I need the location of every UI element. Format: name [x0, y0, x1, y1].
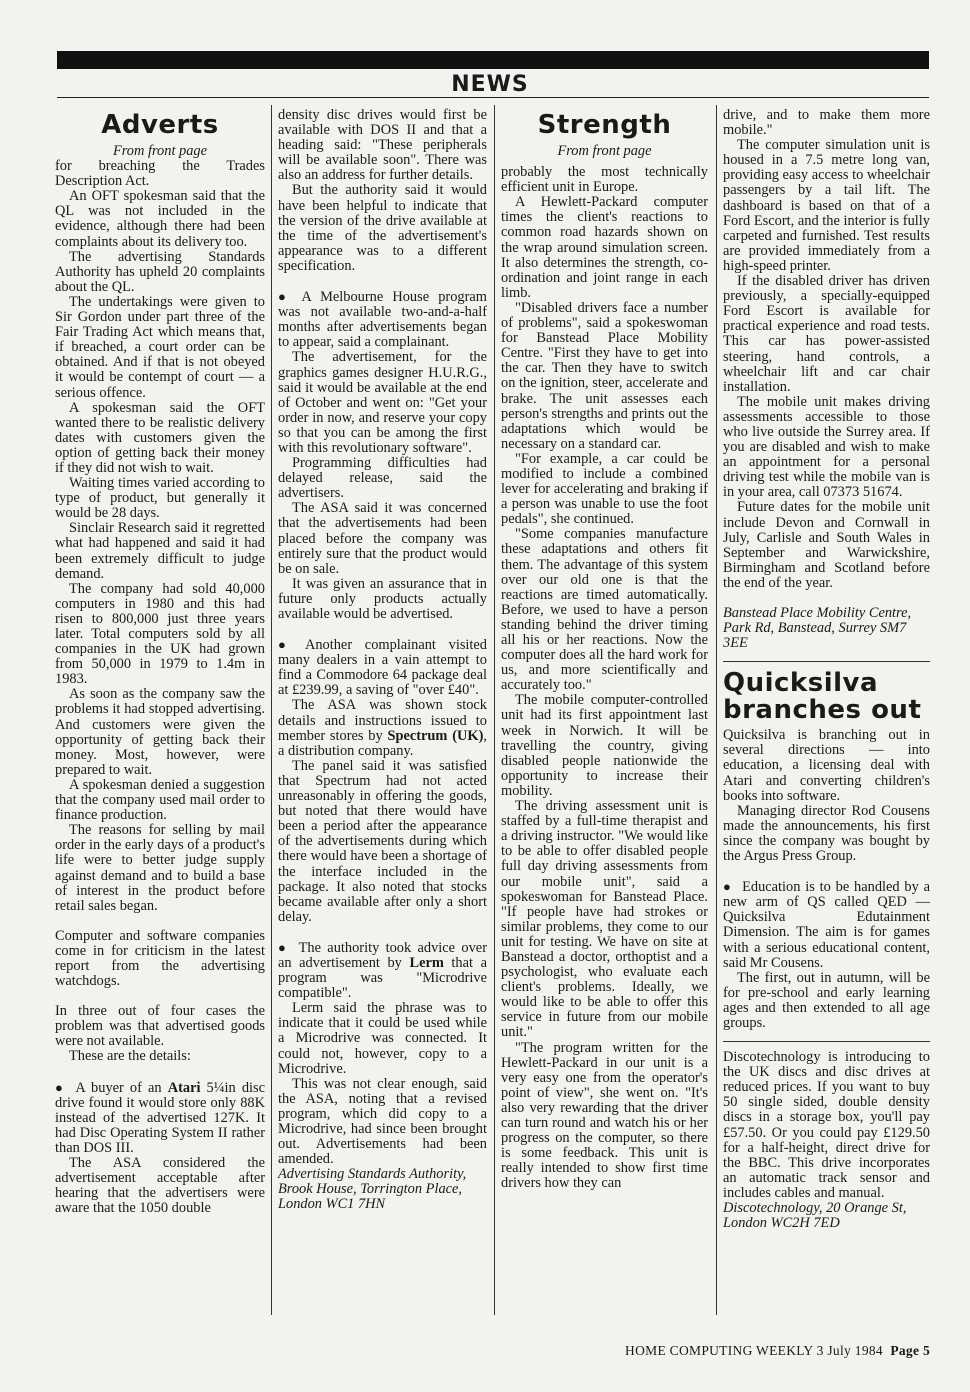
paragraph: The panel said it was satisfied that Spectrum had not acted unreasonably in offering the goods, but noted that there would have been a period after the appearance of the advertisements during which there would have been a shortage of the interface included in the package. It also noted that stocks became available after only a short delay. — [278, 757, 487, 925]
paragraph — [278, 698, 487, 758]
headline-adverts: Adverts — [101, 110, 219, 140]
byline-adverts: From front page — [112, 143, 208, 159]
headline-quicksilva: Quicksilva branches out — [723, 668, 922, 726]
divider — [723, 661, 930, 662]
article-strength-continued — [723, 108, 930, 1231]
bullet-paragraph: ● Another complainant visited many dealers in a vain attempt to find a Commodore 64 package deal at £239.99, a saving of "over £40". — [278, 637, 487, 698]
paragraph: "The program written for the Hewlett-Packard in our unit is a very easy one from the operator's point of view", she went on. "It's also very rewarding that the driver can turn round and watch his or her progress on the computer, so there is some feedback. This unit is really intended to show first time drivers how they can — [501, 1039, 708, 1192]
paragraph: The ASA said it was concerned that the advertisements had been placed before the company was entirely sure that the product would be on sale. — [278, 500, 487, 577]
paragraph: The undertakings were given to Sir Gordon under part three of the Fair Trading Act which means that, if breached, a court order can be obtained. And if that is not obeyed it would be contempt of court — a serious offence. — [55, 293, 265, 401]
text-run: The ASA was shown stock details and instructions issued to member stores by — [278, 697, 487, 744]
paragraph: This was not clear enough, said the ASA, noting that a revised program, which did copy to a Microdrive, had since been brought out. Advertisements had been amended. — [278, 1075, 487, 1168]
paragraph: The ASA considered the advertisement acceptable after hearing that the advertisers were aware that the 1050 double — [55, 1155, 265, 1217]
company-name: Spectrum (UK) — [387, 727, 484, 744]
text-run: that a program was "Microdrive compatible". — [278, 954, 487, 1002]
text-run: 5¼in disc drive found it would store only 88K instead of the advertised 127K. It had Disc Operating System II rather than DOS III. — [55, 1079, 266, 1156]
paragraph: Managing director Rod Cousens made the announcements, his first since the company was bought by the Argus Press Group. — [723, 802, 930, 865]
paragraph: for breaching the Trades Description Act. — [55, 158, 265, 190]
address: Discotechnology, 20 Orange St, London WC2H 7ED — [723, 1200, 907, 1232]
paragraph: The computer simulation unit is housed in a 7.5 metre long van, providing easy access to wheelchair passengers by a tail lift. The dashboard is based on that of a Ford Escort, and the interior is fully carpeted and furnished. Test results are provided immediately from a high-speed printer. — [723, 137, 930, 274]
paragraph: The mobile computer-controlled unit had its first appointment last week in Norwich. It will be travelling the country, giving disabled people nationwide the opportunity to increase their mobility. — [501, 692, 708, 799]
paragraph: A spokesman denied a suggestion that the company used mail order to finance production. — [55, 776, 265, 824]
paragraph: "Disabled drivers face a number of problems", said a spokeswoman for Banstead Place Mobility Centre. "First they have to get into the car. Then they have to switch on the ignition, steer, accelerate and brake. The unit assesses each person's strengths and prints out the adaptations which would be necessary on a standard car. — [501, 299, 708, 452]
paragraph: As soon as the company saw the problems it had stopped advertising. And customers were given the opportunity of getting back their money. Most, however, were prepared to wait. — [55, 686, 265, 778]
paragraph: "Some companies manufacture these adaptations and others fit them. The advantage of this system over our old one is that the reactions are timed automatically. Before, we used to have a person standing behind the driver timing all his or her reactions. Now the computer does all the hard work for us, and more scientifically and accurately too." — [501, 526, 708, 694]
page-number: Page 5 — [890, 1343, 930, 1358]
paragraph: Discotechnology is introducing to the UK discs and disc drives at reduced prices. If you want to buy 50 single sided, double density discs in a storage box, you'll pay £57.50. Or you could pay £129.50 for a half-height, direct drive for the BBC. This drive incorporates an automatic track sensor and includes cables and manual. — [723, 1049, 930, 1201]
bullet-paragraph — [55, 1080, 265, 1156]
text-run: The authority took advice over an advertisement by — [278, 939, 487, 971]
paragraph: But the authority said it would have been helpful to indicate that the version of the drive available at the time of the advertisement's appearance was to a different specification. — [278, 182, 487, 274]
byline-strength: From front page — [557, 143, 652, 159]
paragraph: The driving assessment unit is staffed by a full-time therapist and a driving instructor. "We would like to be able to offer disabled people full day driving assessments from our mobile unit", said a spokeswoman for Banstead Place. "If people have had strokes or similar problems, they come to our unit for testing. We have on site at Banstead a doctor, orthoptist and a psychologist, who evaluate each client's problems. Ideally, we would like to be able to offer this service in future from our mobile unit." — [501, 798, 708, 1041]
article-strength — [501, 108, 708, 1191]
article-adverts — [55, 108, 265, 1216]
paragraph: The mobile unit makes driving assessments accessible to those who live outside the Surrey area. If you are disabled and wish to make an appointment for a personal driving test while the mobile van is in your area, call 07373 51674. — [723, 393, 930, 501]
paragraph: If the disabled driver has driven previously, a specially-equipped Ford Escort is available for practical experience and road tests. This car has power-assisted steering, hand controls, a wheelchair lift and car chair installation. — [723, 273, 930, 395]
paragraph: The first, out in autumn, will be for pre-school and early learning ages and then extended to all age groups. — [723, 969, 930, 1031]
text-run: , a distribution company. — [278, 727, 487, 759]
publication-line: HOME COMPUTING WEEKLY 3 July 1984 — [625, 1343, 883, 1358]
address: Advertising Standards Authority, Brook House, Torrington Place, London WC1 7HN — [278, 1166, 467, 1213]
divider — [723, 1041, 930, 1042]
column-divider — [271, 105, 272, 1315]
paragraph: Programming difficulties had delayed release, said the advertisers. — [278, 455, 487, 502]
address: Banstead Place Mobility Centre, Park Rd, Banstead, Surrey SM7 3EE — [723, 605, 912, 652]
paragraph: drive, and to make them more mobile." — [723, 107, 930, 139]
paragraph: In three out of four cases the problem was that advertised goods were not available. — [55, 1003, 265, 1050]
paragraph: The advertising Standards Authority has upheld 20 complaints about the QL. — [55, 248, 265, 295]
paragraph: The advertisement, for the graphics games designer H.U.R.G., said it would be available at the end of October and went on: "Get your order in now, and reserve your copy so that you can be among the first with this revolutionary software". — [278, 349, 487, 456]
column-divider — [716, 105, 717, 1315]
paragraph: An OFT spokesman said that the QL was not included in the evidence, although there had been complaints about its delivery too. — [55, 188, 265, 250]
paragraph: Lerm said the phrase was to indicate that it could be used while a Microdrive was connected. It could not, however, copy to a Microdrive. — [278, 1000, 487, 1077]
article-adverts-continued — [278, 108, 487, 1213]
company-name: Atari — [167, 1079, 201, 1096]
paragraph: A Hewlett-Packard computer times the client's reactions to common road hazards shown on the wrap around simulation screen. It also determines the strength, co-ordination and joint range in each limb. — [501, 194, 708, 301]
text-run: A buyer of an — [75, 1079, 168, 1096]
bullet-paragraph — [278, 940, 487, 1001]
section-title: NEWS — [451, 72, 529, 97]
masthead-bar — [57, 51, 929, 69]
paragraph: Future dates for the mobile unit include Devon and Cornwall in July, Carlisle and South Wales in September and Warwickshire, Birmingham and Scotland before the end of the year. — [723, 499, 930, 591]
bullet-paragraph: ● A Melbourne House program was not available two-and-a-half months after advertisements began to appear, said a complainant. — [278, 289, 487, 350]
headline-strength: Strength — [537, 110, 672, 140]
paragraph: Quicksilva is branching out in several directions — into education, a licensing deal with Atari and converting children's books into software. — [723, 727, 930, 804]
page-footer — [600, 1343, 930, 1359]
paragraph: The company had sold 40,000 computers in 1980 and this had risen to 800,000 just three years later. Total computers sold by all companies in the UK had grown from 50,000 in 1979 to 1.4m in 1983. — [55, 580, 265, 688]
paragraph: density disc drives would first be available with DOS II and that a heading said: "These peripherals will be available soon". There was also an address for further details. — [278, 107, 487, 184]
company-name: Lerm — [409, 954, 444, 971]
section-rule — [57, 97, 929, 98]
paragraph: It was given an assurance that in future only products actually available would be advertised. — [278, 575, 487, 622]
paragraph: Waiting times varied according to type of product, but generally it would be 28 days. — [55, 475, 265, 522]
paragraph: probably the most technically efficient unit in Europe. — [501, 164, 708, 196]
paragraph: Sinclair Research said it regretted what had happened and said it had been extremely difficult to judge demand. — [55, 520, 265, 582]
paragraph: "For example, a car could be modified to include a combined lever for accelerating and braking if a person was unable to use the foot pedals", she continued. — [501, 450, 708, 528]
paragraph: The reasons for selling by mail order in the early days of a product's life were to better judge supply against demand and to build a base of interest in the product before retail sales began. — [55, 822, 265, 914]
paragraph: Computer and software companies come in for criticism in the latest report from the advertising watchdogs. — [55, 927, 265, 990]
bullet-paragraph: ● Education is to be handled by a new arm of QS called QED — Quicksilva Edutainment Dimension. The aim is for games with a serious educational content, said Mr Cousens. — [723, 879, 930, 971]
paragraph: A spokesman said the OFT wanted there to be realistic delivery dates with customers given the option of getting back their money if they did not wish to wait. — [55, 399, 265, 476]
column-divider — [494, 105, 495, 1315]
paragraph: These are the details: — [69, 1048, 191, 1065]
